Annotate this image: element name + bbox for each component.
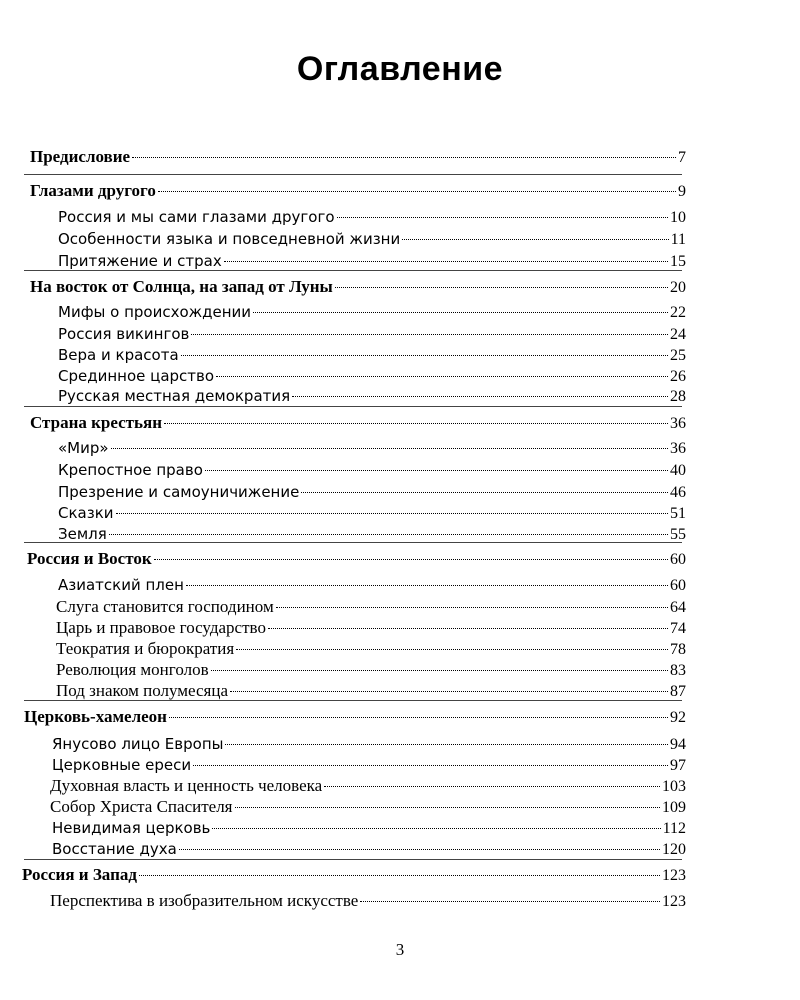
dot-leader xyxy=(212,828,660,829)
dot-leader xyxy=(158,191,676,192)
toc-entry-label: Крепостное право xyxy=(58,461,203,479)
toc-entry-page: 36 xyxy=(670,415,686,432)
dot-leader xyxy=(186,585,668,586)
toc-entry-chapter[interactable] xyxy=(30,180,686,202)
toc-entry-page: 78 xyxy=(670,641,686,658)
dot-leader xyxy=(205,470,668,471)
toc-entry-section[interactable] xyxy=(58,574,686,596)
toc-entry-label: Срединное царство xyxy=(58,367,215,385)
toc-entry-section[interactable] xyxy=(58,365,686,387)
divider xyxy=(24,406,682,407)
dot-leader xyxy=(402,239,668,240)
toc-entry-chapter[interactable] xyxy=(30,412,686,434)
toc-entry-section[interactable] xyxy=(58,323,686,345)
toc-entry-label: Янусово лицо Европы xyxy=(52,735,224,753)
dot-leader xyxy=(154,559,668,560)
page-number: 3 xyxy=(395,940,405,959)
dot-leader xyxy=(230,691,668,692)
toc-entry-page: 10 xyxy=(670,209,686,226)
toc-entry-section[interactable] xyxy=(56,638,686,660)
divider xyxy=(24,542,682,543)
toc-entry-label: Притяжение и страх xyxy=(58,252,222,270)
toc-entry-label: Русская местная демократия xyxy=(58,387,291,405)
dot-leader xyxy=(193,765,668,766)
toc-entry-page: 15 xyxy=(670,253,686,270)
dot-leader xyxy=(169,717,668,718)
toc-entry-label: Царь и правовое государство xyxy=(56,618,266,637)
dot-leader xyxy=(109,534,668,535)
toc-entry-page: 55 xyxy=(670,526,686,543)
toc-entry-label: Церковь-хамелеон xyxy=(24,707,167,726)
toc-entry-label: Собор Христа Спасителя xyxy=(50,797,233,816)
toc-entry-page: 64 xyxy=(670,599,686,616)
toc-entry-label: Особенности языка и повседневной жизни xyxy=(58,230,401,248)
toc-entry-section[interactable] xyxy=(52,838,686,860)
toc-entry-page: 74 xyxy=(670,620,686,637)
toc-entry-label: Вера и красота xyxy=(58,346,179,364)
toc-entry-label: Революция монголов xyxy=(56,660,209,679)
toc-entry-section[interactable] xyxy=(58,459,686,481)
divider xyxy=(24,859,682,860)
dot-leader xyxy=(224,261,668,262)
toc-entry-label: Россия и мы сами глазами другого xyxy=(58,208,335,226)
dot-leader xyxy=(216,376,668,377)
toc-entry-page: 83 xyxy=(670,662,686,679)
toc-entry-page: 28 xyxy=(670,388,686,405)
toc-entry-section[interactable] xyxy=(58,228,686,250)
toc-entry-section[interactable] xyxy=(56,617,686,639)
dot-leader xyxy=(132,157,676,158)
toc-entry-section[interactable] xyxy=(58,437,686,459)
toc-entry-page: 60 xyxy=(670,577,686,594)
toc-entry-page: 20 xyxy=(670,279,686,296)
toc-entry-label: Азиатский плен xyxy=(58,576,184,594)
toc-entry-section[interactable] xyxy=(58,344,686,366)
toc-entry-page: 87 xyxy=(670,683,686,700)
toc-entry-label: Под знаком полумесяца xyxy=(56,681,228,700)
toc-entry-label: Перспектива в изобразительном искусстве xyxy=(50,891,359,910)
toc-entry-label: Духовная власть и ценность человека xyxy=(50,776,323,795)
toc-entry-page: 123 xyxy=(662,893,686,910)
toc-entry-page: 36 xyxy=(670,440,686,457)
toc-entry-label: Россия и Восток xyxy=(27,549,152,568)
page-title: Оглавление xyxy=(296,50,504,88)
dot-leader xyxy=(179,849,660,850)
toc-entry-label: Церковные ереси xyxy=(52,756,192,774)
toc-entry-chapter[interactable] xyxy=(22,864,686,886)
dot-leader xyxy=(268,628,668,629)
toc-entry-label: Мифы о происхождении xyxy=(58,303,252,321)
toc-entry-label: Невидимая церковь xyxy=(52,819,211,837)
toc-entry-chapter[interactable] xyxy=(27,548,686,570)
dot-leader xyxy=(301,492,668,493)
dot-leader xyxy=(292,396,668,397)
dot-leader xyxy=(139,875,660,876)
toc-entry-label: Восстание духа xyxy=(52,840,177,858)
toc-entry-page: 11 xyxy=(670,231,686,248)
toc-entry-page: 46 xyxy=(670,484,686,501)
dot-leader xyxy=(253,312,668,313)
dot-leader xyxy=(324,786,660,787)
toc-entry-label: Предисловие xyxy=(30,147,131,166)
toc-entry-label: Земля xyxy=(58,525,107,543)
toc-entry-label: Россия викингов xyxy=(58,325,190,343)
toc-entry-section[interactable] xyxy=(50,775,686,797)
toc-entry-chapter[interactable] xyxy=(30,276,686,298)
toc-entry-page: 22 xyxy=(670,304,686,321)
dot-leader xyxy=(335,287,668,288)
toc-entry-label: На восток от Солнца, на запад от Луны xyxy=(30,277,333,296)
toc-entry-page: 7 xyxy=(678,149,686,166)
toc-entry-label: Страна крестьян xyxy=(30,413,162,432)
toc-entry-section[interactable] xyxy=(52,733,686,755)
toc-entry-label: Глазами другого xyxy=(30,181,156,200)
dot-leader xyxy=(276,607,668,608)
toc-entry-page: 120 xyxy=(662,841,686,858)
toc-entry-page: 9 xyxy=(678,183,686,200)
toc-entry-section[interactable] xyxy=(58,481,686,503)
divider xyxy=(24,270,682,271)
toc-entry-page: 94 xyxy=(670,736,686,753)
toc-entry-page: 123 xyxy=(662,867,686,884)
dot-leader xyxy=(116,513,668,514)
dot-leader xyxy=(181,355,668,356)
toc-entry-page: 25 xyxy=(670,347,686,364)
toc-entry-page: 26 xyxy=(670,368,686,385)
dot-leader xyxy=(191,334,668,335)
dot-leader xyxy=(235,807,661,808)
toc-entry-section[interactable] xyxy=(58,502,686,524)
toc-entry-page: 92 xyxy=(670,709,686,726)
toc-entry-page: 112 xyxy=(662,820,686,837)
toc-entry-section[interactable] xyxy=(50,796,686,818)
toc-entry-page: 60 xyxy=(670,551,686,568)
toc-entry-label: Теократия и бюрократия xyxy=(56,639,235,658)
toc-entry-section[interactable] xyxy=(58,206,686,228)
dot-leader xyxy=(211,670,668,671)
toc-entry-section[interactable] xyxy=(56,596,686,618)
toc-entry-page: 40 xyxy=(670,462,686,479)
toc-entry-section[interactable] xyxy=(56,659,686,681)
toc-entry-page: 97 xyxy=(670,757,686,774)
toc-entry-chapter[interactable] xyxy=(30,146,686,168)
toc-entry-page: 103 xyxy=(662,778,686,795)
dot-leader xyxy=(164,423,668,424)
dot-leader xyxy=(360,901,660,902)
toc-entry-chapter[interactable] xyxy=(24,706,686,728)
toc-entry-label: Сказки xyxy=(58,504,114,522)
dot-leader xyxy=(236,649,668,650)
toc-entry-section[interactable] xyxy=(50,890,686,912)
toc-entry-section[interactable] xyxy=(58,385,686,407)
toc-entry-section[interactable] xyxy=(58,301,686,323)
toc-entry-label: Слуга становится господином xyxy=(56,597,274,616)
dot-leader xyxy=(111,448,668,449)
toc-entry-page: 51 xyxy=(670,505,686,522)
toc-entry-label: «Мир» xyxy=(58,439,109,457)
dot-leader xyxy=(225,744,668,745)
toc-entry-label: Презрение и самоуничижение xyxy=(58,483,300,501)
toc-entry-section[interactable] xyxy=(58,250,686,272)
divider xyxy=(24,174,682,175)
toc-entry-section[interactable] xyxy=(52,817,686,839)
toc-entry-label: Россия и Запад xyxy=(22,865,137,884)
toc-entry-section[interactable] xyxy=(56,680,686,702)
dot-leader xyxy=(337,217,668,218)
toc-entry-section[interactable] xyxy=(52,754,686,776)
toc-entry-page: 109 xyxy=(662,799,686,816)
divider xyxy=(24,700,682,701)
toc-entry-page: 24 xyxy=(670,326,686,343)
